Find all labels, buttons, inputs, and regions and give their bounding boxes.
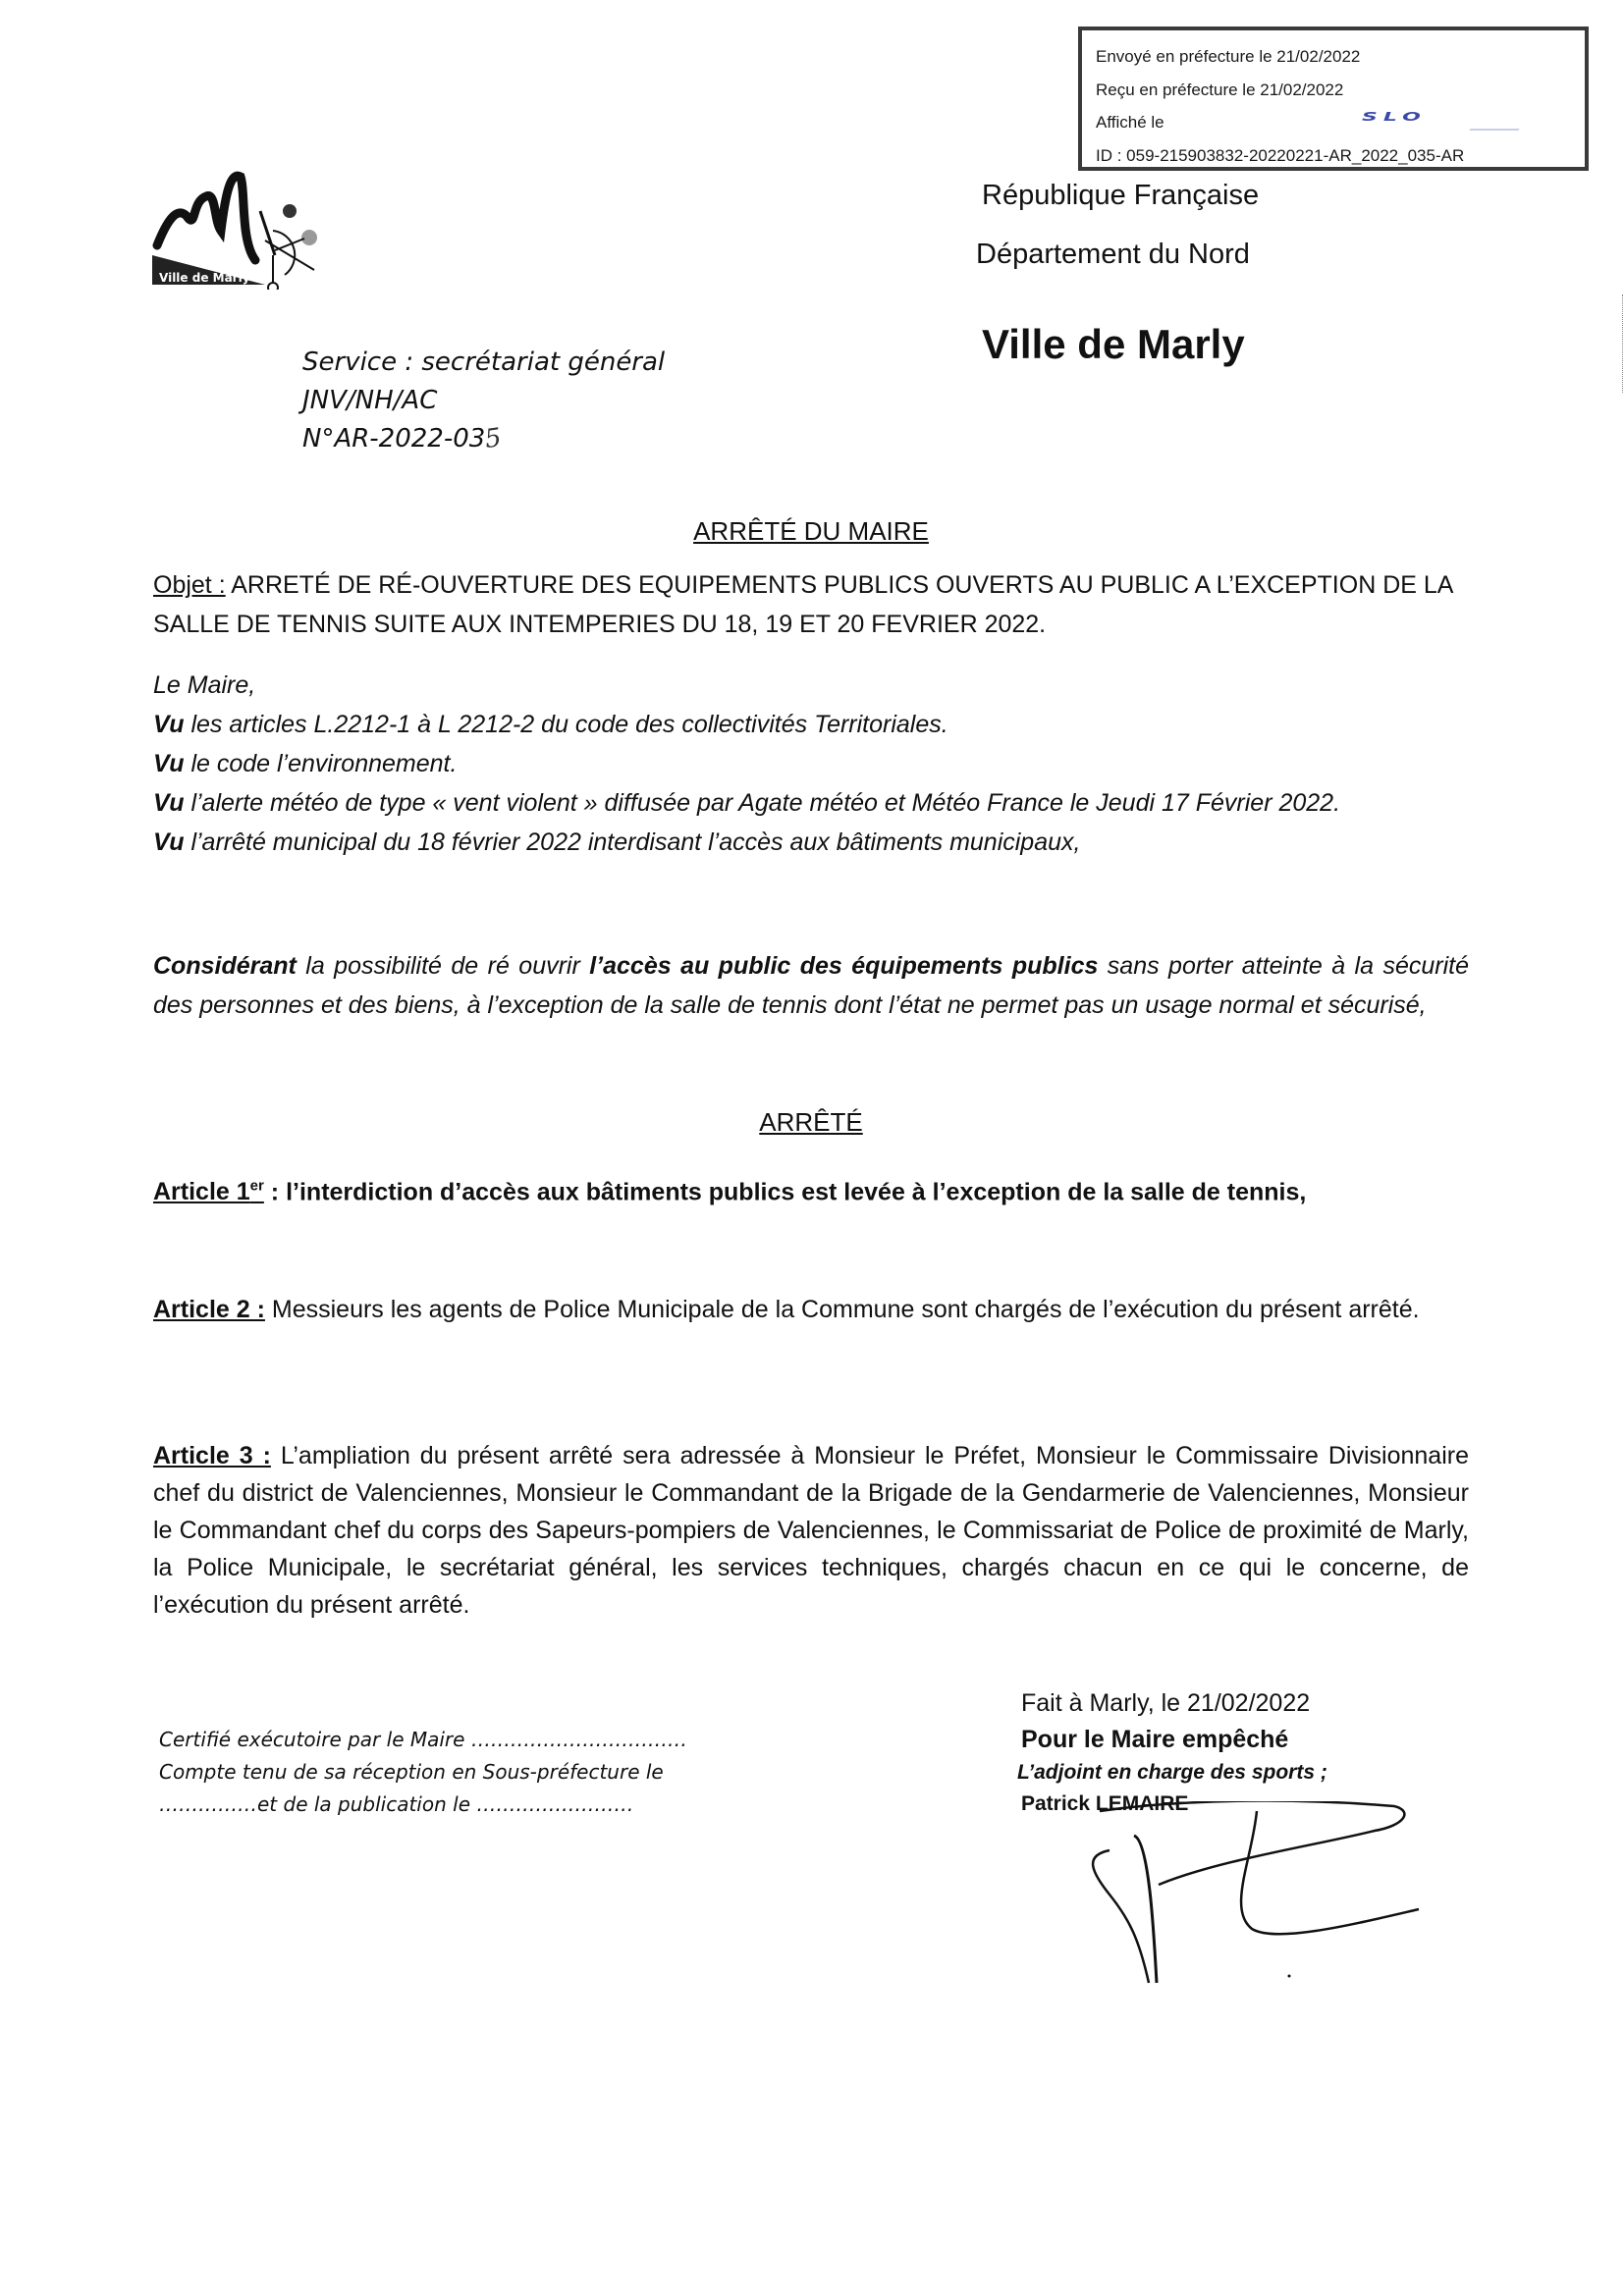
departement-heading: Département du Nord <box>976 239 1250 270</box>
visa-item <box>153 744 1469 783</box>
considerant-lead: Considérant <box>153 952 297 980</box>
stamp-received-date: Reçu en préfecture le 21/02/2022 <box>1096 80 1344 99</box>
logo-ball-top <box>283 204 297 218</box>
signature-stroke-2 <box>1093 1850 1149 1983</box>
stamp-id: ID : 059-215903832-20220221-AR_2022_035-AR <box>1096 145 1465 165</box>
signature-dot <box>1288 1975 1291 1978</box>
article-label: Article 2 : <box>153 1296 265 1323</box>
slo-logo-icon: SLO <box>1362 110 1427 125</box>
reference-initials: JNV/NH/AC <box>302 386 438 415</box>
considerant-text-1: la possibilité de ré ouvrir <box>296 952 590 980</box>
considerant-bold: l’accès au public des équipements publics <box>589 952 1099 980</box>
visa-item <box>153 705 1469 744</box>
visa-text: l’arrêté municipal du 18 février 2022 interdisant l’accès aux bâtiments municipaux, <box>184 828 1081 856</box>
arrete-number-prefix: N°AR-2022-03 <box>302 424 486 454</box>
visa-text: le code l’environnement. <box>184 750 458 777</box>
certification-block <box>159 1724 687 1821</box>
logo-ball-right <box>301 230 317 245</box>
service-line: Service : secrétariat général <box>302 347 666 377</box>
visa-lead: Vu <box>153 750 185 777</box>
handwritten-signature-icon <box>1080 1801 1424 1998</box>
article-2 <box>153 1290 1469 1329</box>
signature-role: L’adjoint en charge des sports ; <box>1017 1761 1327 1784</box>
article-label: Article 3 : <box>153 1442 271 1469</box>
visa-lead: Vu <box>153 711 185 738</box>
visa-lead: Vu <box>153 789 185 817</box>
stamp-sent-date: Envoyé en préfecture le 21/02/2022 <box>1096 47 1361 66</box>
arrete-number <box>302 420 665 458</box>
logo-m-shape <box>157 176 255 260</box>
visa-text: les articles L.2212-1 à L 2212-2 du code des collectivités Territoriales. <box>184 711 948 738</box>
signature-block <box>1017 1684 1327 1820</box>
article-3 <box>153 1437 1469 1624</box>
prefecture-stamp <box>1078 27 1589 171</box>
visa-intro: Le Maire, <box>153 671 256 699</box>
article-text: L’ampliation du présent arrêté sera adressée à Monsieur le Préfet, Monsieur le Commissaire Divisionnaire chef du district de Valenciennes, Monsieur le Commandant de la Brigade de la Gendarmerie de Valenciennes, Monsieur le Commandant chef du corps des Sapeurs-pompiers de Valenciennes, le Commissariat de Police de proximité de Marly, la Police Municipale, le secrétariat général, les services techniques, chargés chacun en ce qui le concerne, de l’exécution du présent arrêté. <box>153 1442 1469 1619</box>
visa-item <box>153 823 1469 862</box>
objet-label: Objet : <box>153 571 226 599</box>
signature-date: Fait à Marly, le 21/02/2022 <box>1021 1689 1311 1717</box>
article-1 <box>153 1178 1469 1206</box>
visa-item <box>153 783 1469 823</box>
article-text: Messieurs les agents de Police Municipale de la Commune sont chargés de l’exécution du présent arrêté. <box>264 1296 1420 1323</box>
article-separator: : <box>263 1178 280 1206</box>
article-label <box>153 1178 264 1205</box>
signature-stroke-4 <box>1241 1811 1419 1934</box>
republique-heading: République Française <box>982 180 1260 211</box>
handwritten-digit: 5 <box>483 422 504 455</box>
service-block <box>302 344 665 458</box>
visa-lead: Vu <box>153 828 185 856</box>
signature-authority: Pour le Maire empêché <box>1021 1726 1289 1753</box>
logo-ball-bottom <box>268 283 278 290</box>
logo-caption: Ville de Marly <box>159 271 250 285</box>
objet-text: ARRETÉ DE RÉ-OUVERTURE DES EQUIPEMENTS PUBLICS OUVERTS AU PUBLIC A L’EXCEPTION DE LA SALLE DE TENNIS SUITE AUX INTEMPERIES DU 18, 19 ET 20 FEVRIER 2022. <box>153 571 1453 638</box>
stamp-posted: Affiché le <box>1096 113 1164 132</box>
logo-stick-1 <box>260 211 275 255</box>
arrete-heading: ARRÊTÉ <box>759 1107 863 1137</box>
objet-paragraph <box>153 565 1469 644</box>
signatory-name: Patrick LEMAIRE <box>1021 1792 1189 1815</box>
article-label-sup: er <box>249 1178 264 1195</box>
visa-text: l’alerte météo de type « vent violent » diffusée par Agate météo et Météo France le Jeudi 17 Février 2022. <box>184 789 1341 817</box>
certification-line: ……………et de la publication le …………………… <box>159 1792 634 1816</box>
document-title: ARRÊTÉ DU MAIRE <box>693 516 929 546</box>
certification-line: Compte tenu de sa réception en Sous-préfecture le <box>159 1760 664 1784</box>
signature-stroke-3 <box>1134 1836 1157 1983</box>
considerant-text-2: sans porter atteinte à la sécurité des personnes et des biens, à l’exception de la salle de tennis dont l’état ne permet pas un usage normal et sécurisé, <box>153 952 1469 1019</box>
ville-de-marly-logo-icon <box>147 162 324 290</box>
article-text: l’interdiction d’accès aux bâtiments publics est levée à l’exception de la salle de tennis, <box>279 1178 1307 1206</box>
certification-line: Certifié exécutoire par le Maire …………………………… <box>159 1728 687 1751</box>
article-label-text: Article 1 <box>153 1178 250 1206</box>
visas-block <box>153 666 1469 862</box>
ville-heading: Ville de Marly <box>982 321 1245 367</box>
considerant-paragraph <box>153 946 1469 1025</box>
